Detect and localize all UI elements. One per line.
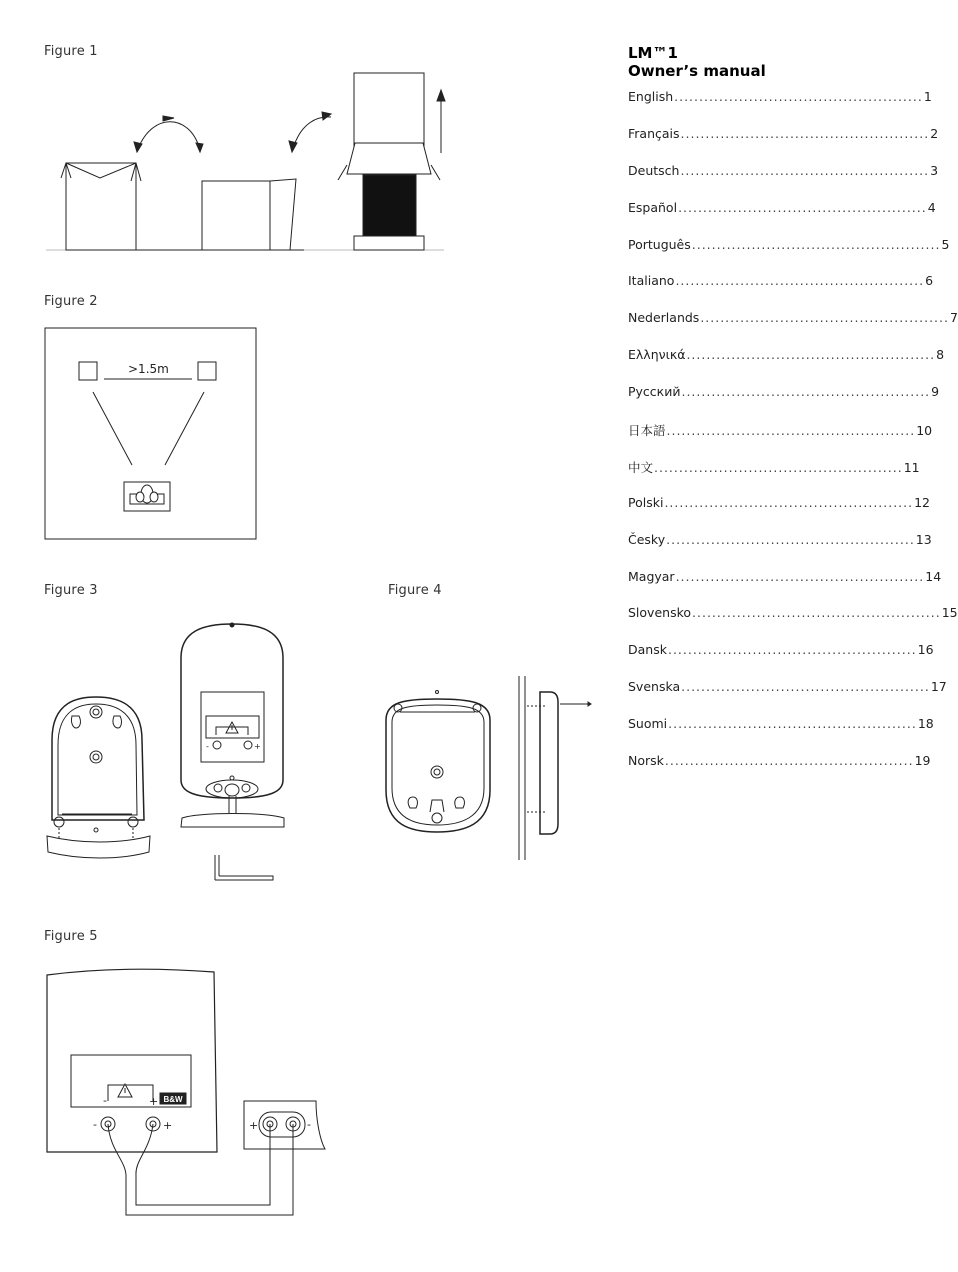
toc-leader: .................................................. xyxy=(681,679,930,695)
figure-1-label: Figure 1 xyxy=(44,44,98,59)
toc-language: Français xyxy=(628,125,680,141)
toc-page: 13 xyxy=(915,531,932,547)
toc-language: Suomi xyxy=(628,716,668,732)
figure-5-drawing xyxy=(47,969,325,1215)
arrow-head-icon xyxy=(196,143,203,152)
lift-arrow-icon xyxy=(292,117,331,152)
toc-language: Dansk xyxy=(628,642,667,658)
toc-page: 11 xyxy=(903,459,920,475)
toc-leader: .................................................. xyxy=(664,753,914,769)
toc-language: Slovensko xyxy=(628,605,692,621)
speaker-cables xyxy=(108,1124,293,1215)
toc-language: Nederlands xyxy=(628,310,700,326)
toc-language: Deutsch xyxy=(628,162,680,178)
speaker-on-stand xyxy=(181,623,284,880)
figure-2-drawing xyxy=(45,328,256,539)
toc-leader: .................................................. xyxy=(700,310,949,326)
toc-language: Русский xyxy=(628,384,681,400)
toc-page: 15 xyxy=(941,605,958,621)
toc-leader: .................................................. xyxy=(667,642,917,658)
distance-label: >1.5m xyxy=(128,362,169,376)
toc-language: 中文 xyxy=(628,459,654,475)
figure-5-label: Figure 5 xyxy=(44,929,98,944)
plus-sign: + xyxy=(149,1095,159,1108)
toc-leader: .................................................. xyxy=(654,459,903,475)
toc-language: 日本語 xyxy=(628,423,666,439)
toc-language: Česky xyxy=(628,531,666,547)
toc-leader: .................................................. xyxy=(664,494,914,510)
toc-language: Svenska xyxy=(628,679,681,695)
amp-terminal-plus: + xyxy=(249,1119,259,1132)
figure-4-drawing xyxy=(386,676,591,860)
minus-sign: - xyxy=(103,1094,107,1107)
toc-leader: .................................................. xyxy=(678,199,927,215)
arrow-head-icon xyxy=(289,141,297,152)
toc-language: Português xyxy=(628,236,691,252)
right-speaker-icon xyxy=(198,362,216,380)
listener-icon xyxy=(124,482,170,511)
figure-2-label: Figure 2 xyxy=(44,294,98,309)
toc-leader: .................................................. xyxy=(686,347,936,363)
figure-1-drawing xyxy=(46,73,445,250)
arrow-head-icon xyxy=(437,90,445,101)
toc-page: 16 xyxy=(917,642,934,658)
amplifier-panel xyxy=(244,1101,325,1149)
svg-text:+: + xyxy=(254,742,261,751)
figure-3-label: Figure 3 xyxy=(44,583,98,598)
manual-title-model: LM™1 xyxy=(628,44,678,62)
speaker-back-wall xyxy=(386,691,490,833)
toc-page: 9 xyxy=(931,384,940,400)
toc-language: Español xyxy=(628,199,678,215)
toc-page: 1 xyxy=(923,89,932,104)
open-box xyxy=(61,163,141,250)
toc-language: Italiano xyxy=(628,273,675,289)
amp-terminal-minus: - xyxy=(307,1118,311,1131)
toc-leader: .................................................. xyxy=(681,384,931,400)
terminal-plus: + xyxy=(163,1119,173,1132)
arrow-head-icon xyxy=(134,142,142,152)
toc-page: 10 xyxy=(916,423,933,439)
toc-language: Magyar xyxy=(628,568,675,584)
svg-text:-: - xyxy=(206,742,209,751)
toc-leader: .................................................. xyxy=(666,531,915,547)
brand-logo: B&W xyxy=(163,1095,183,1104)
toc-language: Ελληνικά xyxy=(628,347,686,363)
figure-4-label: Figure 4 xyxy=(388,583,442,598)
toc-leader: .................................................. xyxy=(680,125,930,141)
toc-page: 3 xyxy=(930,162,939,178)
toc-leader: .................................................. xyxy=(680,162,930,178)
room-outline xyxy=(45,328,256,539)
wall-side-view xyxy=(519,676,591,860)
arrow-head-icon xyxy=(322,112,331,120)
speaker-rear-panel xyxy=(47,969,217,1152)
toc-leader: .................................................. xyxy=(675,568,925,584)
toc-language: Polski xyxy=(628,494,664,510)
toc-leader: .................................................. xyxy=(674,89,923,104)
toc-page: 12 xyxy=(914,494,931,510)
toc-page: 14 xyxy=(925,568,942,584)
toc-page: 4 xyxy=(927,199,936,215)
lifted-box xyxy=(338,73,445,250)
toc-page: 7 xyxy=(949,310,958,326)
left-speaker-icon xyxy=(79,362,97,380)
speaker-back xyxy=(47,697,150,858)
toc-page: 19 xyxy=(914,753,931,769)
toc-page: 2 xyxy=(930,125,939,141)
toc-leader: .................................................. xyxy=(675,273,925,289)
toc-leader: .................................................. xyxy=(692,605,941,621)
flip-arrow-icon xyxy=(137,122,200,152)
toc-leader: .................................................. xyxy=(668,716,917,732)
toc-leader: .................................................. xyxy=(691,236,941,252)
inverted-box xyxy=(122,179,304,250)
manual-title-subtitle: Owner’s manual xyxy=(628,62,766,80)
speaker-block xyxy=(363,175,416,236)
toc-page: 17 xyxy=(930,679,947,695)
toc-language: English xyxy=(628,89,674,104)
toc-leader: .................................................. xyxy=(666,423,916,439)
toc-page: 8 xyxy=(936,347,945,363)
toc-language: Norsk xyxy=(628,753,664,769)
toc-page: 18 xyxy=(917,716,934,732)
toc-page: 5 xyxy=(941,236,950,252)
terminal-minus: - xyxy=(93,1118,97,1131)
arrow-head-icon xyxy=(163,116,174,121)
toc-page: 6 xyxy=(925,273,934,289)
figure-3-drawing xyxy=(47,623,284,880)
